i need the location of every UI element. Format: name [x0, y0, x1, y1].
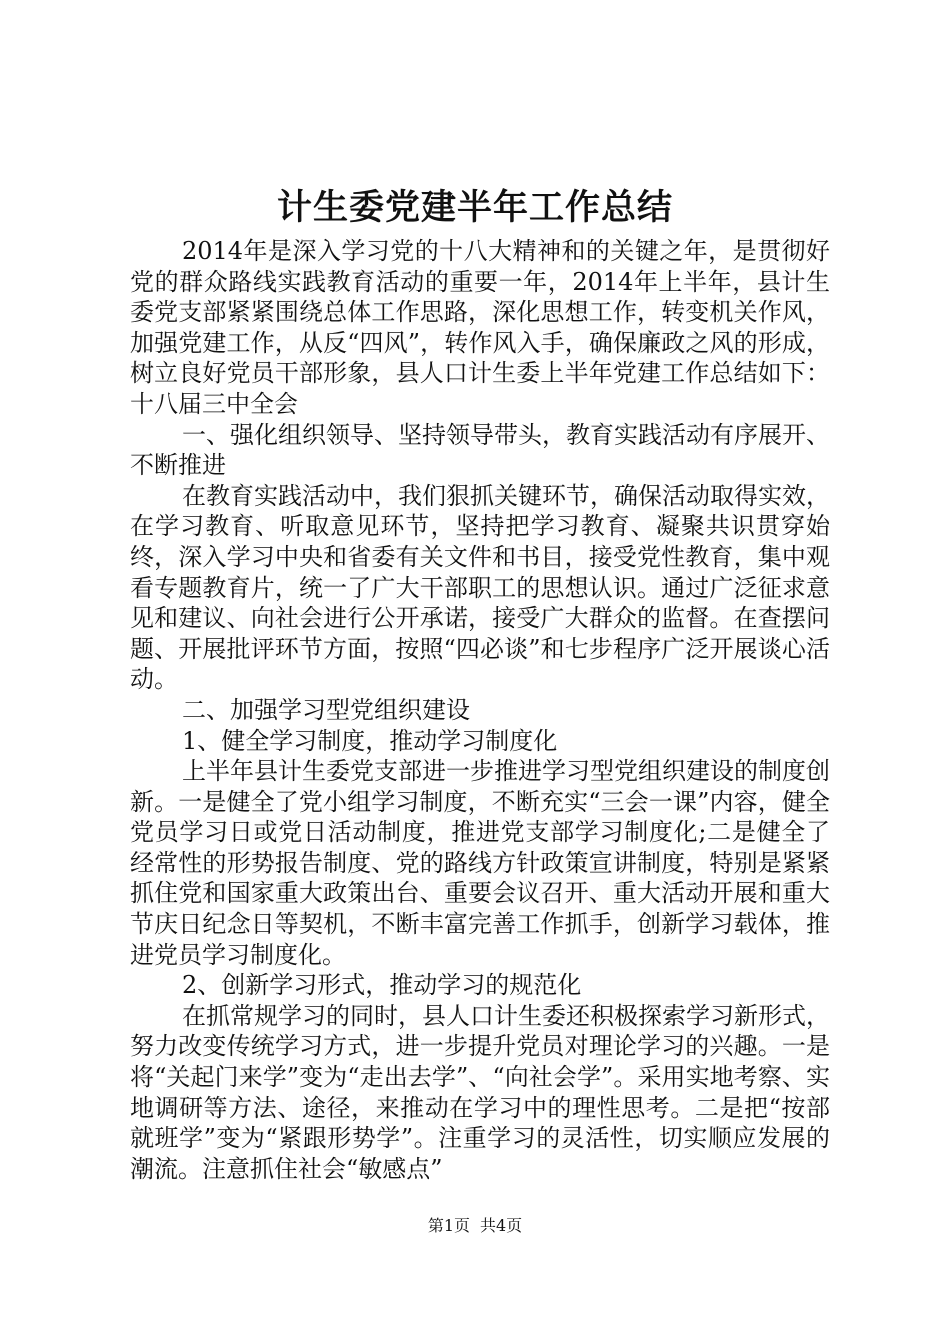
paragraph-study-forms: 在抓常规学习的同时，县人口计生委还积极探索学习新形式，努力改变传统学习方式，进一步提升党员对理论学习的兴趣。一是将“关起门来学”变为“走出去学”、“向社会学”。采用实地考察、实地调研等方法、途径，来推动在学习中的理性思考。二是把“按部就班学”变为“紧跟形势学”。注重学习的灵活性，切实顺应发展的潮流。注意抓住社会“敏感点” [130, 1001, 830, 1183]
section-heading-2: 二、加强学习型党组织建设 [182, 695, 470, 724]
page-footer [0, 1216, 950, 1236]
subsection-heading-1: 1、健全学习制度，推动学习制度化 [182, 726, 558, 755]
document-body [130, 236, 830, 1184]
document-title: 计生委党建半年工作总结 [276, 187, 673, 228]
subsection-heading-2: 2、创新学习形式，推动学习的规范化 [182, 971, 582, 1000]
page-number: 第1页 [427, 1216, 470, 1235]
paragraph-intro: 2014年是深入学习党的十八大精神和的关键之年，是贯彻好党的群众路线实践教育活动的重要一年，2014年上半年，县计生委党支部紧紧围绕总体工作思路，深化思想工作，转变机关作风，加强党建工作，从反“四风”，转作风入手，确保廉政之风的形成，树立良好党员干部形象，县人口计生委上半年党建工作总结如下：十八届三中全会 [130, 237, 830, 418]
paragraph-study-system: 上半年县计生委党支部进一步推进学习型党组织建设的制度创新。一是健全了党小组学习制度，不断充实“三会一课”内容，健全党员学习日或党日活动制度，推进党支部学习制度化;二是健全了经常性的形势报告制度、党的路线方针政策宣讲制度，特别是紧紧抓住党和国家重大政策出台、重要会议召开、重大活动开展和重大节庆日纪念日等契机，不断丰富完善工作抓手，创新学习载体，推进党员学习制度化。 [130, 757, 830, 969]
page-total: 共4页 [480, 1216, 523, 1235]
paragraph-education-practice: 在教育实践活动中，我们狠抓关键环节，确保活动取得实效，在学习教育、听取意见环节，坚持把学习教育、凝聚共识贯穿始终，深入学习中央和省委有关文件和书目，接受党性教育，集中观看专题教育片，统一了广大干部职工的思想认识。通过广泛征求意见和建议、向社会进行公开承诺，接受广大群众的监督。在查摆问题、开展批评环节方面，按照“四必谈”和七步程序广泛开展谈心活动。 [130, 481, 830, 694]
section-heading-1: 一、强化组织领导、坚持领导带头，教育实践活动有序展开、不断推进 [130, 420, 830, 480]
